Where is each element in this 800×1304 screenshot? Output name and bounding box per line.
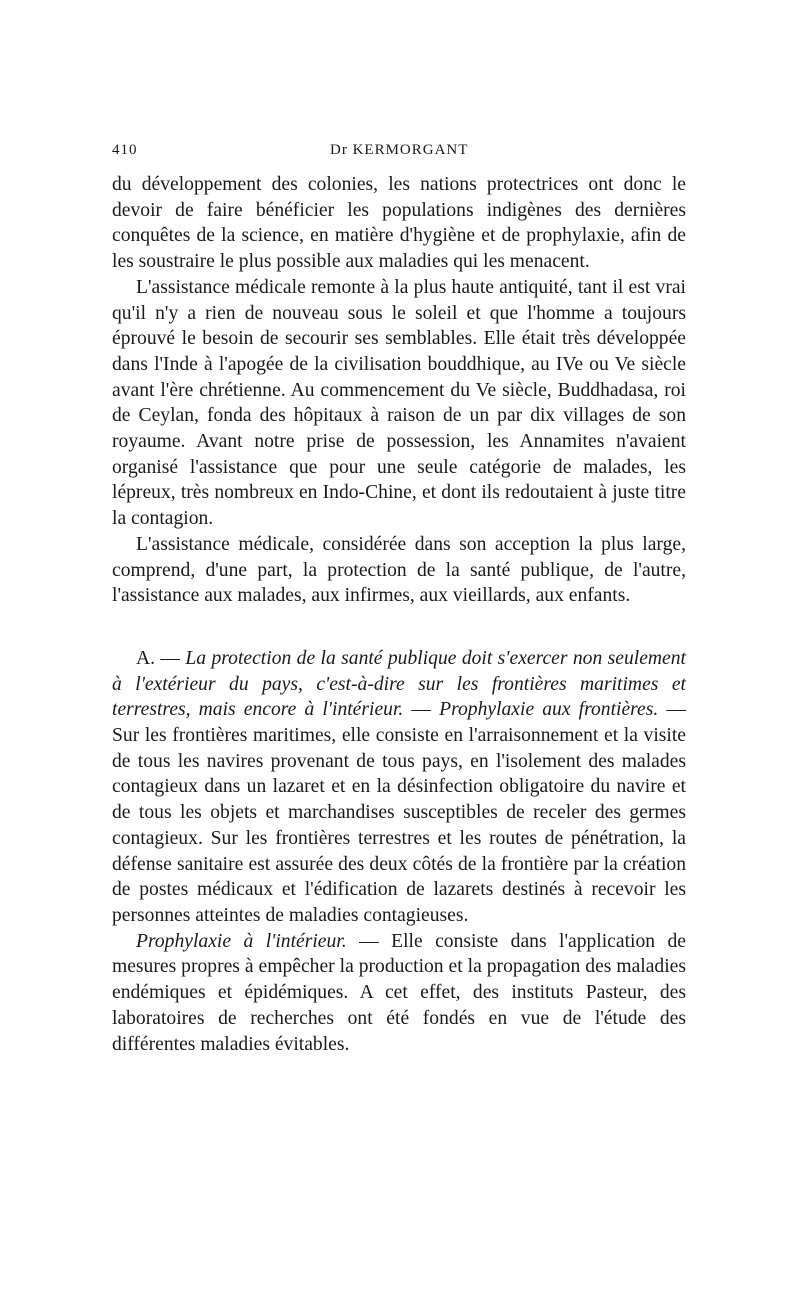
paragraph-1: du développement des colonies, les nations protectrices ont donc le devoir de faire bénéficier les populations indigènes des dernières conquêtes de la science, en matière d'hygiène et de prophylaxie, afin de les soustraire le plus possible aux maladies qui les menacent.: [112, 174, 686, 273]
paragraph-5: — Elle consiste dans l'application de mesures propres à empêcher la production et la propagation des maladies endémiques et épidémiques. A cet effet, des instituts Pasteur, des laboratoires de recherches ont été fondés en vue de l'étude des différentes maladies évitables.: [112, 930, 686, 1055]
book-page: [112, 142, 686, 1057]
running-head: Dr KERMORGANT: [330, 142, 469, 158]
section-a-label: A. —: [136, 647, 186, 669]
paragraph-3: L'assistance médicale, considérée dans son acception la plus large, comprend, d'une part, la protection de la santé publique, de l'autre, l'assistance aux malades, aux infirmes, aux vieillards, aux enfants.: [112, 533, 686, 607]
subheading-interieur: Prophylaxie à l'intérieur.: [136, 930, 347, 952]
paragraph-2: L'assistance médicale remonte à la plus haute antiquité, tant il est vrai qu'il n'y a rien de nouveau sous le soleil et que l'homme a toujours éprouvé le besoin de secourir ses semblables. Elle était très développée dans l'Inde à l'apogée de la civilisation bouddhique, au IVe ou Ve siècle avant l'ère chrétienne. Au commencement du Ve siècle, Buddhadasa, roi de Ceylan, fonda des hôpitaux à raison de un par dix villages de son royaume. Avant notre prise de possession, les Annamites n'avaient organisé l'assistance que pour une seule catégorie de malades, les lépreux, très nombreux en Indo-Chine, et dont ils redoutaient à juste titre la contagion.: [112, 276, 686, 530]
section-a-separator: —: [403, 699, 440, 721]
subheading-frontieres: Prophylaxie aux frontières.: [439, 699, 659, 721]
page-header: [112, 142, 686, 172]
page-number: 410: [112, 142, 138, 158]
interior-paragraph: [112, 929, 686, 1058]
section-spacer: [112, 609, 686, 646]
section-a-heading: La protection de la santé publique doit s'exercer non seulement à l'extérieur du pays, c'est-à-dire sur les frontières maritimes et terrestres, mais encore à l'intérieur.: [112, 647, 686, 721]
body-text: [112, 172, 686, 1057]
paragraph-4: — Sur les frontières maritimes, elle consiste en l'arraisonnement et la visite de tous les navires provenant de tous pays, en l'isolement des malades contagieux dans un lazaret et en la désinfection obligatoire du navire et de tous les objets et marchandises susceptibles de receler des germes contagieux. Sur les frontières terrestres et les routes de pénétration, la défense sanitaire est assurée des deux côtés de la frontière par la création de postes médicaux et l'édification de lazarets destinés à recevoir les personnes atteintes de maladies contagieuses.: [112, 699, 686, 926]
section-a-paragraph: [112, 646, 686, 929]
